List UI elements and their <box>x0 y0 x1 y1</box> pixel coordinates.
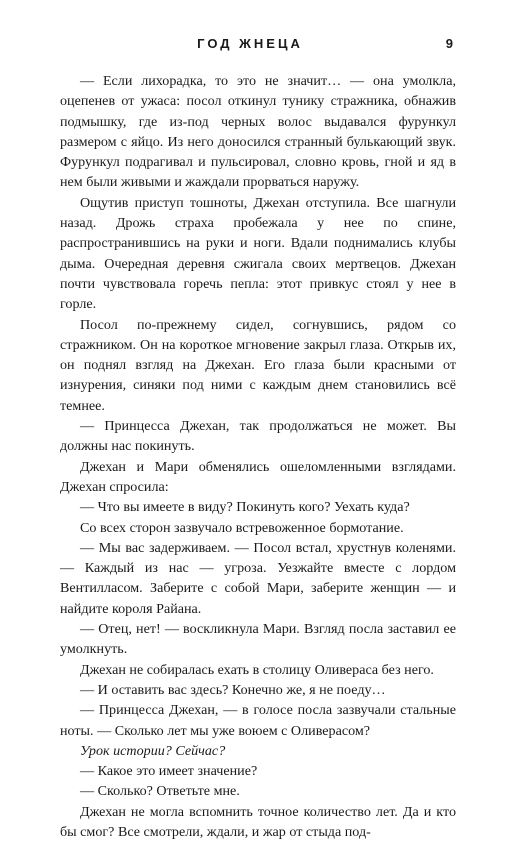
paragraph: Ощутив приступ тошноты, Джехан отступила. Все шагнули назад. Дрожь страха пробежала у нее по спине, распространившись на руки и ноги. Вдали поднимались клубы дыма. Очередная деревня сжигала своих мертвецов. Джехан почти чувствовала горечь пепла: этот привкус стоял у нее в горле. <box>60 194 456 313</box>
paragraph: — Принцесса Джехан, — в голосе посла зазвучали стальные ноты. — Сколько лет мы уже воюем с Оливерасом? <box>60 702 456 739</box>
paragraph: — Что вы имеете в виду? Покинуть кого? Уехать куда? <box>80 499 410 516</box>
paragraph: — Мы вас задерживаем. — Посол встал, хрустнув коленями. — Каждый из нас — угроза. Уезжайте вместе с лордом Вентилласом. Заберите с собой Мари, заберите женщин — и найдите короля Райана. <box>60 539 456 617</box>
paragraph: — Принцесса Джехан, так продолжаться не может. Вы должны нас покинуть. <box>60 418 456 455</box>
paragraph: — Если лихорадка, то это не значит… — она умолкла, оцепенев от ужаса: посол откинул тунику стражника, обнажив подмышку, где из-под черных волос выдавался фурункул размером с яйцо. Из него доносился странный булькающий звук. Фурункул подрагивал и пульсировал, словно кровь, гной и яд в нем были живыми и жаждали прорваться наружу. <box>60 73 456 191</box>
paragraph: — Отец, нет! — воскликнула Мари. Взгляд посла заставил ее умолкнуть. <box>60 621 456 658</box>
paragraph: — Какое это имеет значение? <box>80 763 258 780</box>
paragraph: — Сколько? Ответьте мне. <box>80 783 240 800</box>
text-body <box>60 71 456 842</box>
paragraph: — И оставить вас здесь? Конечно же, я не поеду… <box>80 681 386 698</box>
paragraph: Посол по-прежнему сидел, согнувшись, рядом со стражником. Он на короткое мгновение закрыл глаза. Открыв их, он поднял взгляд на Джехан. Его глаза были красными от изнурения, синяки под ними с каждым днем становились всё темнее. <box>60 316 456 414</box>
running-title: ГОД ЖНЕЦА <box>197 36 303 51</box>
paragraph: Со всех сторон зазвучало встревоженное бормотание. <box>80 519 404 536</box>
paragraph-italic-thought: Урок истории? Сейчас? <box>80 742 226 759</box>
paragraph: Джехан не могла вспомнить точное количество лет. Да и кто бы смог? Все смотрели, ждали, и жар от стыда под- <box>60 803 456 840</box>
paragraph: Джехан и Мари обменялись ошеломленными взглядами. Джехан спросила: <box>60 458 456 495</box>
paragraph: Джехан не собиралась ехать в столицу Оливераса без него. <box>80 661 434 678</box>
page-number: 9 <box>445 36 453 51</box>
